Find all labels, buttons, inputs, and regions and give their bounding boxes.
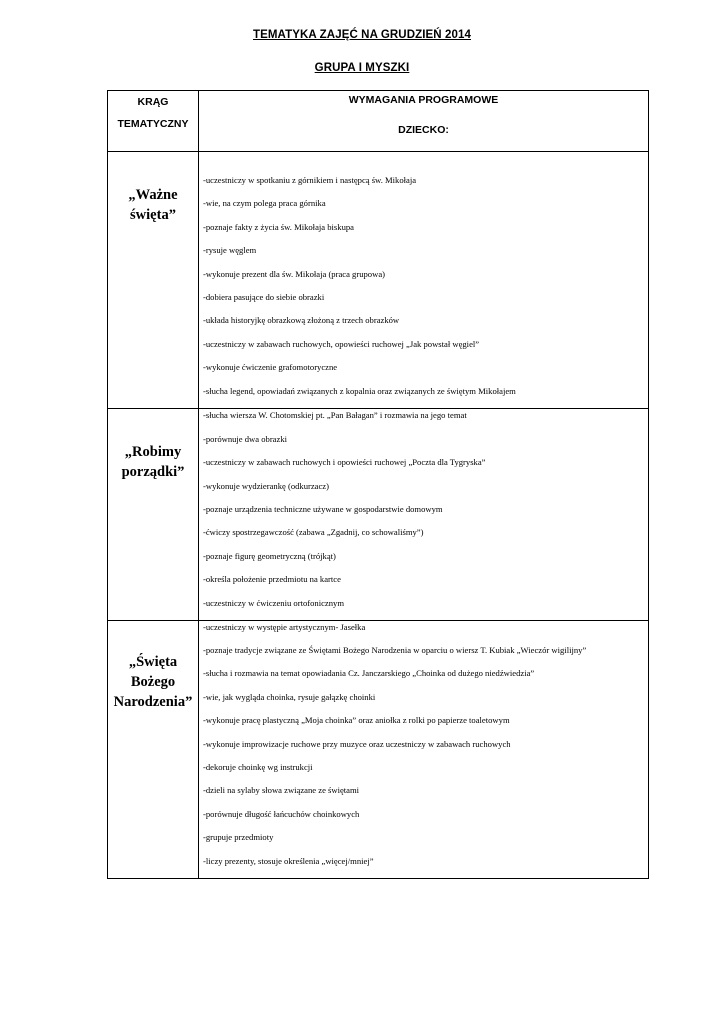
list-item: -wykonuje prezent dla św. Mikołaja (praca grupowa) (203, 268, 385, 279)
list-item: -poznaje urządzenia techniczne używane w gospodarstwie domowym (203, 504, 443, 515)
list-item: -poznaje tradycje związane ze Świętami Bożego Narodzenia w oparciu o wiersz T. Kubiak „Wieczór wigilijny” (203, 645, 587, 656)
table-row (108, 621, 649, 879)
list-item: -porównuje dwa obrazki (203, 433, 287, 444)
topic-line: święta” (130, 207, 176, 223)
header-topic-line-1: KRĄG (137, 96, 169, 108)
list-item: -uczestniczy w spotkaniu z górnikiem i następcą św. Mikołaja (203, 175, 417, 185)
header-topic-cell (108, 91, 199, 152)
topic-line: Narodzenia” (113, 694, 193, 711)
requirements-cell (199, 152, 649, 409)
list-item: -układa historyjkę obrazkową złożoną z trzech obrazków (203, 315, 400, 326)
list-item: -poznaje fakty z życia św. Mikołaja biskupa (203, 221, 354, 232)
requirements-list (199, 409, 648, 620)
table-header-row (108, 91, 649, 152)
requirements-list (199, 621, 648, 878)
topic-line: „Ważne (128, 187, 178, 203)
list-item: -poznaje figurę geometryczną (trójkąt) (203, 550, 336, 561)
topic-cell (108, 621, 199, 879)
header-requirements-cell (199, 91, 649, 152)
requirements-list (199, 152, 648, 408)
group-title: GRUPA I MYSZKI (314, 62, 410, 74)
table-row (108, 408, 649, 620)
header-requirements-line-1: WYMAGANIA PROGRAMOWE (348, 94, 499, 106)
requirements-cell (199, 408, 649, 620)
list-item: -dekoruje choinkę wg instrukcji (203, 761, 313, 772)
topic-line: porządki” (121, 463, 185, 480)
topic-cell (108, 152, 199, 409)
table-row (108, 152, 649, 409)
list-item: -wie, na czym polega praca górnika (203, 198, 326, 209)
list-item: -wykonuje ćwiczenie grafomotoryczne (203, 362, 338, 373)
list-item: -ćwiczy spostrzegawczość (zabawa „Zgadnij, co schowaliśmy”) (203, 527, 424, 538)
list-item: -uczestniczy w zabawach ruchowych i opowieści ruchowej „Poczta dla Tygryska” (203, 457, 486, 468)
topic-label (108, 152, 198, 225)
list-item: -określa położenie przedmiotu na kartce (203, 574, 341, 585)
topic-cell (108, 408, 199, 620)
list-item: -dzieli na sylaby słowa związane ze świętami (203, 785, 360, 796)
list-item: -wykonuje improwizacje ruchowe przy muzyce oraz uczestniczy w zabawach ruchowych (203, 738, 511, 749)
list-item: -dobiera pasujące do siebie obrazki (203, 291, 325, 302)
topic-label (108, 621, 198, 712)
topic-line: „Robimy (124, 443, 182, 460)
list-item: -porównuje długość łańcuchów choinkowych (203, 808, 360, 819)
list-item: -wykonuje pracę plastyczną „Moja choinka” oraz aniołka z rolki po papierze toaletowym (203, 715, 510, 726)
topic-line: „Święta (128, 654, 178, 671)
list-item: -uczestniczy w zabawach ruchowych, opowieści ruchowej „Jak powstał węgiel” (203, 338, 480, 349)
header-topic-line-2: TEMATYCZNY (117, 118, 189, 130)
list-item: -wie, jak wygląda choinka, rysuje gałązkę choinki (203, 691, 376, 702)
list-item: -rysuje węglem (203, 245, 257, 256)
list-item: -słucha wiersza W. Chotomskiej pt. „Pan Bałagan” i rozmawia na jego temat (203, 409, 467, 420)
list-item: -wykonuje wydzierankę (odkurzacz) (203, 480, 329, 491)
document-title: TEMATYKA ZAJĘĆ NA GRUDZIEŃ 2014 (252, 29, 471, 41)
list-item: -uczestniczy w ćwiczeniu ortofonicznym (203, 597, 345, 608)
list-item: -uczestniczy w występie artystycznym- Jasełka (203, 622, 366, 633)
requirements-cell (199, 621, 649, 879)
list-item: -słucha legend, opowiadań związanych z kopalnia oraz związanych ze świętym Mikołajem (203, 385, 516, 396)
curriculum-table (107, 90, 649, 879)
topic-label (108, 409, 198, 482)
header-requirements-line-2: DZIECKO: (398, 124, 449, 136)
topic-line: Bożego (130, 674, 176, 691)
list-item: -liczy prezenty, stosuje określenia „więcej/mniej” (203, 855, 374, 866)
list-item: -grupuje przedmioty (203, 832, 274, 843)
list-item: -słucha i rozmawia na temat opowiadania Cz. Janczarskiego „Choinka od dużego niedźwiedzia” (203, 668, 535, 679)
